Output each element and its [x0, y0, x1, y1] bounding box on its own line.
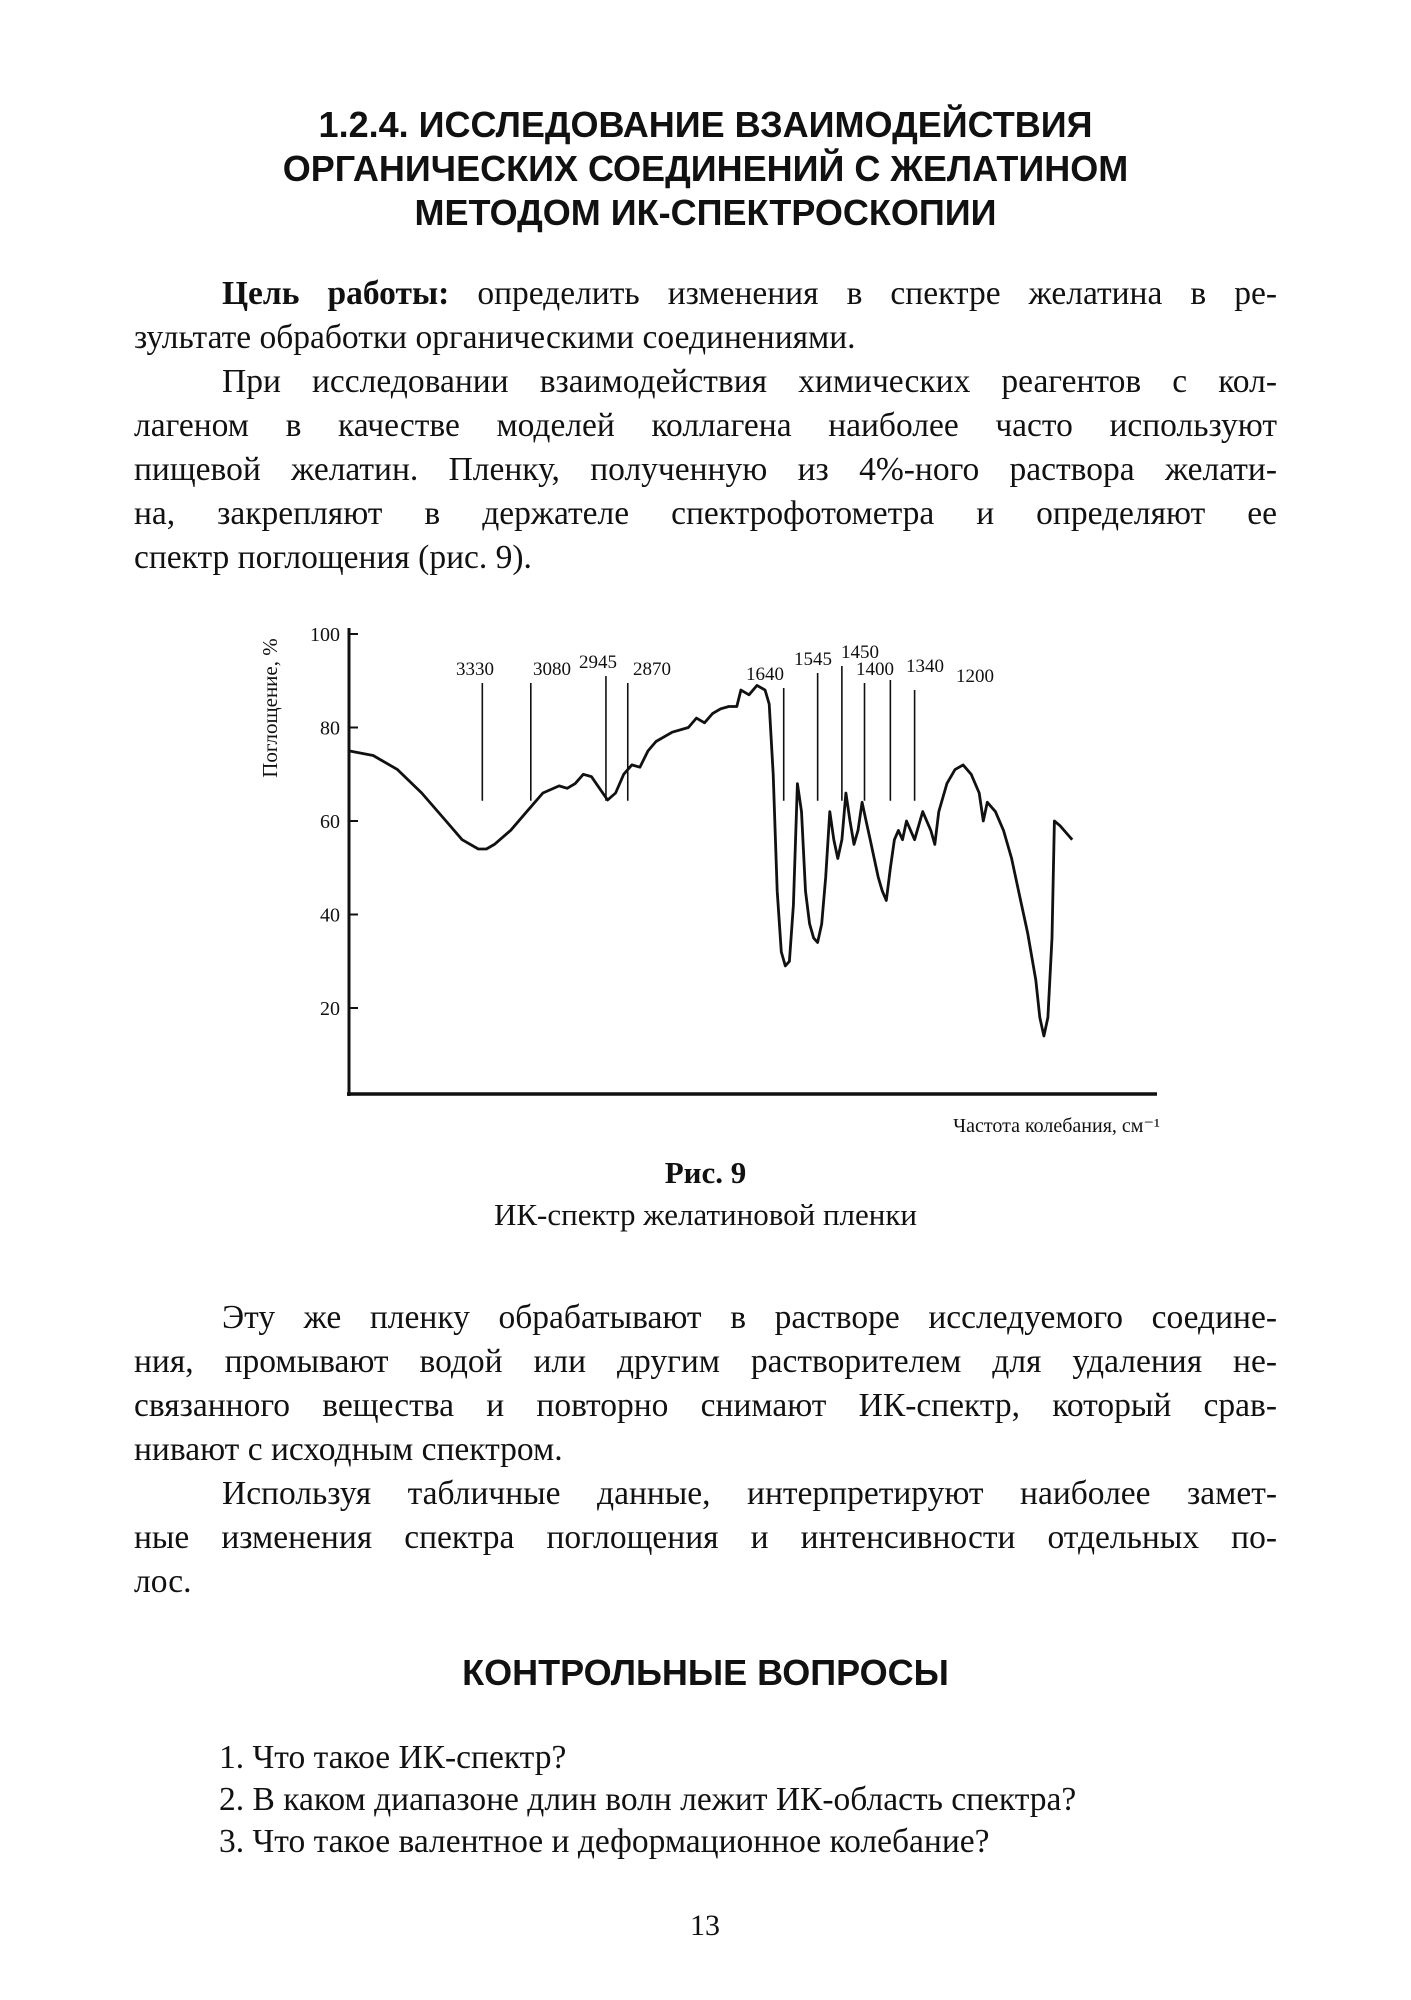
peak-label: 1400 [856, 659, 894, 680]
para2-line: лагеном в качестве моделей коллагена наиболее часто используют [134, 407, 1277, 444]
y-axis-label: Поглощение, % [258, 638, 282, 778]
para2-line: При исследовании взаимодействия химических реагентов с кол- [222, 363, 1277, 400]
questions-heading: КОНТРОЛЬНЫЕ ВОПРОСЫ [462, 1652, 949, 1693]
x-axis-label: Частота колебания, см⁻¹ [953, 1115, 1160, 1137]
para2-line: на, закрепляют в держателе спектрофотометра и определяют ее [134, 495, 1277, 532]
para4-line: Используя табличные данные, интерпретируют наиболее замет- [222, 1475, 1277, 1512]
peak-label: 2945 [579, 652, 617, 673]
y-tick-label: 100 [310, 624, 340, 646]
y-tick-label: 60 [320, 811, 340, 833]
spectrum-line [349, 685, 1072, 1036]
peak-label: 2870 [633, 659, 671, 680]
figure-caption: ИК-спектр желатиновой пленки [493, 1197, 918, 1232]
figure-number: Рис. 9 [664, 1155, 747, 1190]
peak-label: 3330 [456, 659, 494, 680]
y-tick-label: 80 [320, 717, 340, 740]
goal-line-2: зультате обработки органическими соединениями. [134, 319, 856, 356]
para3-line: связанного вещества и повторно снимают ИК-спектр, который срав- [134, 1387, 1277, 1424]
section-heading-line1: 1.2.4. ИССЛЕДОВАНИЕ ВЗАИМОДЕЙСТВИЯ [318, 104, 1093, 145]
intro-block [134, 272, 1277, 580]
para2-line: спектр поглощения (рис. 9). [134, 539, 532, 576]
para3-line: нивают с исходным спектром. [134, 1431, 563, 1468]
goal-line [134, 272, 1277, 316]
questions-list [219, 1737, 1269, 1863]
y-tick-label: 40 [320, 904, 340, 927]
question-item: 1. Что такое ИК-спектр? [219, 1739, 567, 1776]
peak-label: 1545 [794, 649, 832, 670]
para3-line: Эту же пленку обрабатывают в растворе исследуемого соедине- [222, 1299, 1277, 1336]
section-heading [140, 103, 1271, 235]
ir-spectrum-figure [0, 600, 1411, 1240]
goal-text: определить изменения в спектре желатина в ре- [449, 275, 1278, 312]
para4-line: ные изменения спектра поглощения и интенсивности отдельных по- [134, 1519, 1277, 1556]
section-heading-line2: ОРГАНИЧЕСКИХ СОЕДИНЕНИЙ С ЖЕЛАТИНОМ [282, 148, 1129, 189]
ir-spectrum-chart [0, 600, 1411, 1140]
page-number: 13 [690, 1909, 720, 1942]
para4-line: лос. [134, 1563, 192, 1600]
peak-label: 1450 [841, 642, 879, 663]
y-tick-label: 20 [320, 998, 340, 1020]
para2-line: пищевой желатин. Пленку, полученную из 4%-ного раствора желати- [134, 451, 1277, 488]
peak-label: 1200 [956, 666, 994, 687]
section-heading-line3: МЕТОДОМ ИК-СПЕКТРОСКОПИИ [414, 192, 997, 233]
goal-label: Цель работы: [222, 275, 450, 312]
peak-label: 1340 [906, 656, 944, 677]
procedure-block [134, 1296, 1277, 1604]
question-item: 2. В каком диапазоне длин волн лежит ИК-область спектра? [219, 1781, 1077, 1818]
peak-label: 1640 [746, 664, 784, 685]
question-item: 3. Что такое валентное и деформационное колебание? [219, 1823, 990, 1860]
peak-label: 3080 [533, 659, 571, 680]
para3-line: ния, промывают водой или другим растворителем для удаления не- [134, 1343, 1277, 1380]
